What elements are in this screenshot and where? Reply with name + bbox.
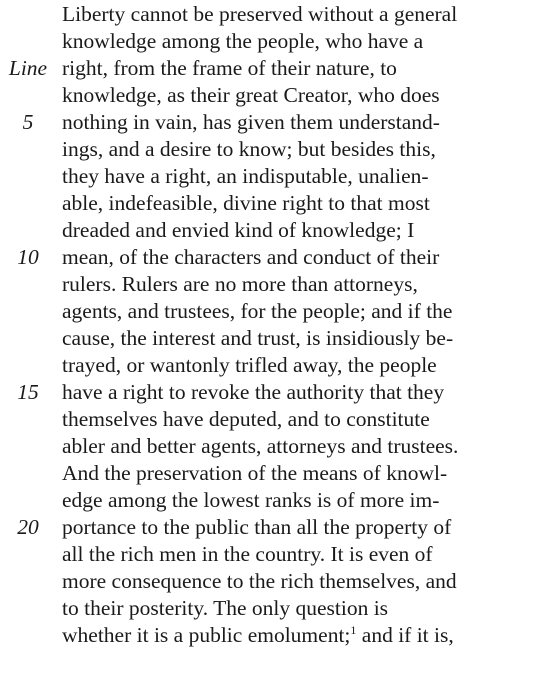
passage-line-16 bbox=[0, 406, 540, 433]
line-text: right, from the frame of their nature, to bbox=[62, 56, 397, 80]
passage-line-19 bbox=[0, 487, 540, 514]
passage-line-3 bbox=[0, 55, 540, 82]
line-number: 5 bbox=[22, 110, 34, 134]
line-text: rulers. Rulers are no more than attorneys, bbox=[62, 272, 418, 296]
passage-line-10 bbox=[0, 244, 540, 271]
passage-line-7 bbox=[0, 163, 540, 190]
passage-line-6 bbox=[0, 136, 540, 163]
line-number: 20 bbox=[17, 515, 39, 539]
passage-line-14 bbox=[0, 352, 540, 379]
line-label: Line bbox=[8, 56, 48, 80]
passage-line-24 bbox=[0, 622, 540, 649]
line-text: abler and better agents, attorneys and trustees. bbox=[62, 434, 459, 458]
line-text: themselves have deputed, and to constitute bbox=[62, 407, 430, 431]
passage-line-23 bbox=[0, 595, 540, 622]
line-text: edge among the lowest ranks is of more im- bbox=[62, 488, 440, 512]
line-text-main: whether it is a public emolument; bbox=[62, 623, 351, 647]
line-text: trayed, or wantonly trifled away, the people bbox=[62, 353, 437, 377]
line-text: they have a right, an indisputable, unalien- bbox=[62, 164, 429, 188]
passage-line-22 bbox=[0, 568, 540, 595]
footnote-marker[interactable]: 1 bbox=[350, 623, 357, 637]
passage-line-13 bbox=[0, 325, 540, 352]
line-text: ings, and a desire to know; but besides this, bbox=[62, 137, 436, 161]
passage-line-21 bbox=[0, 541, 540, 568]
line-text: knowledge, as their great Creator, who does bbox=[62, 83, 440, 107]
line-text: mean, of the characters and conduct of their bbox=[62, 245, 440, 269]
passage bbox=[0, 1, 540, 649]
line-text: And the preservation of the means of knowl- bbox=[62, 461, 448, 485]
line-text: able, indefeasible, divine right to that most bbox=[62, 191, 430, 215]
line-text: portance to the public than all the property of bbox=[62, 515, 452, 539]
passage-line-15 bbox=[0, 379, 540, 406]
line-text: dreaded and envied kind of knowledge; I bbox=[62, 218, 415, 242]
passage-line-4 bbox=[0, 82, 540, 109]
passage-line-12 bbox=[0, 298, 540, 325]
line-text: agents, and trustees, for the people; and if the bbox=[62, 299, 453, 323]
line-text: all the rich men in the country. It is even of bbox=[62, 542, 433, 566]
passage-line-18 bbox=[0, 460, 540, 487]
passage-line-9 bbox=[0, 217, 540, 244]
line-text bbox=[62, 622, 454, 649]
passage-line-1 bbox=[0, 1, 540, 28]
line-number: 10 bbox=[17, 245, 39, 269]
passage-line-5 bbox=[0, 109, 540, 136]
line-text: Liberty cannot be preserved without a general bbox=[62, 2, 458, 26]
passage-line-17 bbox=[0, 433, 540, 460]
passage-line-20 bbox=[0, 514, 540, 541]
line-text: have a right to revoke the authority that they bbox=[62, 380, 445, 404]
line-text: more consequence to the rich themselves, and bbox=[62, 569, 457, 593]
passage-line-2 bbox=[0, 28, 540, 55]
line-text: nothing in vain, has given them understand- bbox=[62, 110, 440, 134]
passage-line-8 bbox=[0, 190, 540, 217]
line-text: to their posterity. The only question is bbox=[62, 596, 389, 620]
line-text: cause, the interest and trust, is insidiously be- bbox=[62, 326, 454, 350]
line-text-tail: and if it is, bbox=[356, 623, 454, 647]
line-number: 15 bbox=[17, 380, 39, 404]
line-text: knowledge among the people, who have a bbox=[62, 29, 424, 53]
passage-line-11 bbox=[0, 271, 540, 298]
